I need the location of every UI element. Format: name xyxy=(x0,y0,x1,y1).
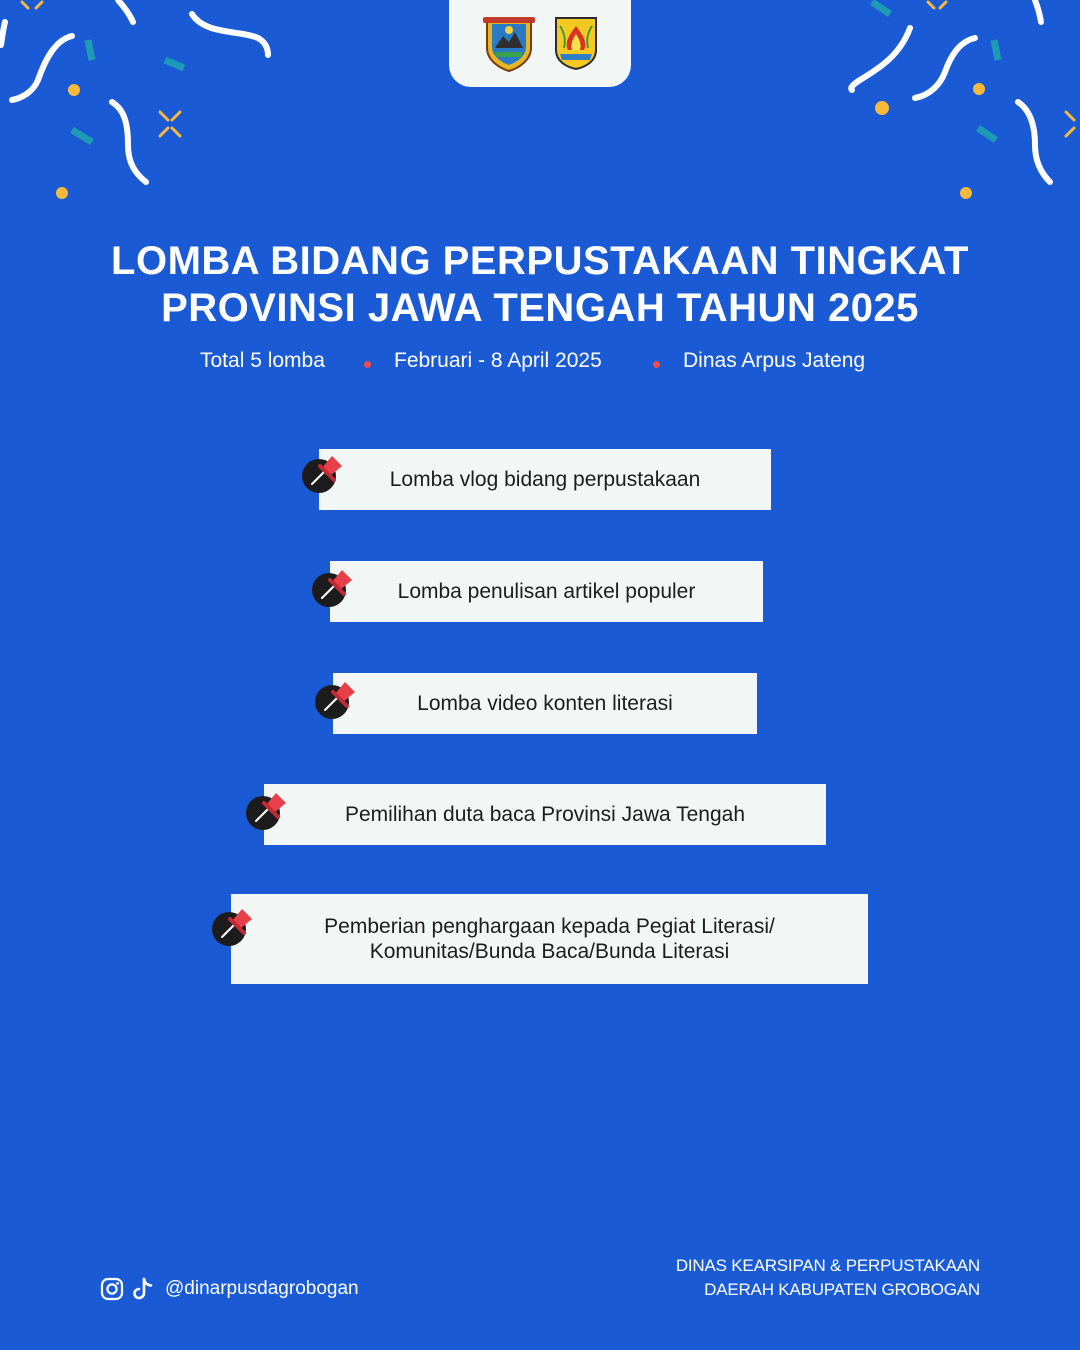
page-title xyxy=(40,238,1040,332)
competition-label: Lomba vlog bidang perpustakaan xyxy=(389,468,701,491)
competition-item xyxy=(264,784,826,845)
organizer: Dinas Arpus Jateng xyxy=(683,349,866,372)
logo-tab xyxy=(449,0,631,87)
competition-item xyxy=(319,449,771,510)
competition-item xyxy=(330,561,763,622)
tiktok-icon[interactable] xyxy=(132,1277,154,1301)
grobogan-emblem xyxy=(554,14,598,70)
competition-label: Pemilihan duta baca Provinsi Jawa Tengah xyxy=(344,803,746,826)
org-line-1: DINAS KEARSIPAN & PERPUSTAKAAN xyxy=(675,1256,980,1275)
competition-item xyxy=(333,673,757,734)
competition-item xyxy=(231,894,868,984)
pushpin-icon xyxy=(300,452,346,498)
event-period: Februari - 8 April 2025 xyxy=(394,349,602,372)
instagram-icon[interactable] xyxy=(100,1277,124,1301)
separator-dot xyxy=(364,361,371,368)
pushpin-icon xyxy=(210,903,256,949)
pushpin-icon xyxy=(310,564,356,610)
competition-label: Lomba penulisan artikel populer xyxy=(397,580,696,603)
pushpin-icon xyxy=(244,787,290,833)
separator-dot xyxy=(653,361,660,368)
title-line-1: LOMBA BIDANG PERPUSTAKAAN TINGKAT xyxy=(111,239,969,283)
jawa-tengah-emblem xyxy=(483,14,535,72)
competition-count: Total 5 lomba xyxy=(200,349,325,372)
competition-label: Pemberian penghargaan kepada Pegiat Literasi/ Komunitas/Bunda Baca/Bunda Literasi xyxy=(324,915,775,963)
competition-label: Lomba video konten literasi xyxy=(417,692,673,715)
title-line-2: PROVINSI JAWA TENGAH TAHUN 2025 xyxy=(161,286,919,330)
social-handle[interactable]: @dinarpusdagrobogan xyxy=(165,1278,359,1299)
pushpin-icon xyxy=(313,676,359,722)
organization-name xyxy=(676,1254,980,1302)
org-line-2: DAERAH KABUPATEN GROBOGAN xyxy=(704,1280,980,1299)
